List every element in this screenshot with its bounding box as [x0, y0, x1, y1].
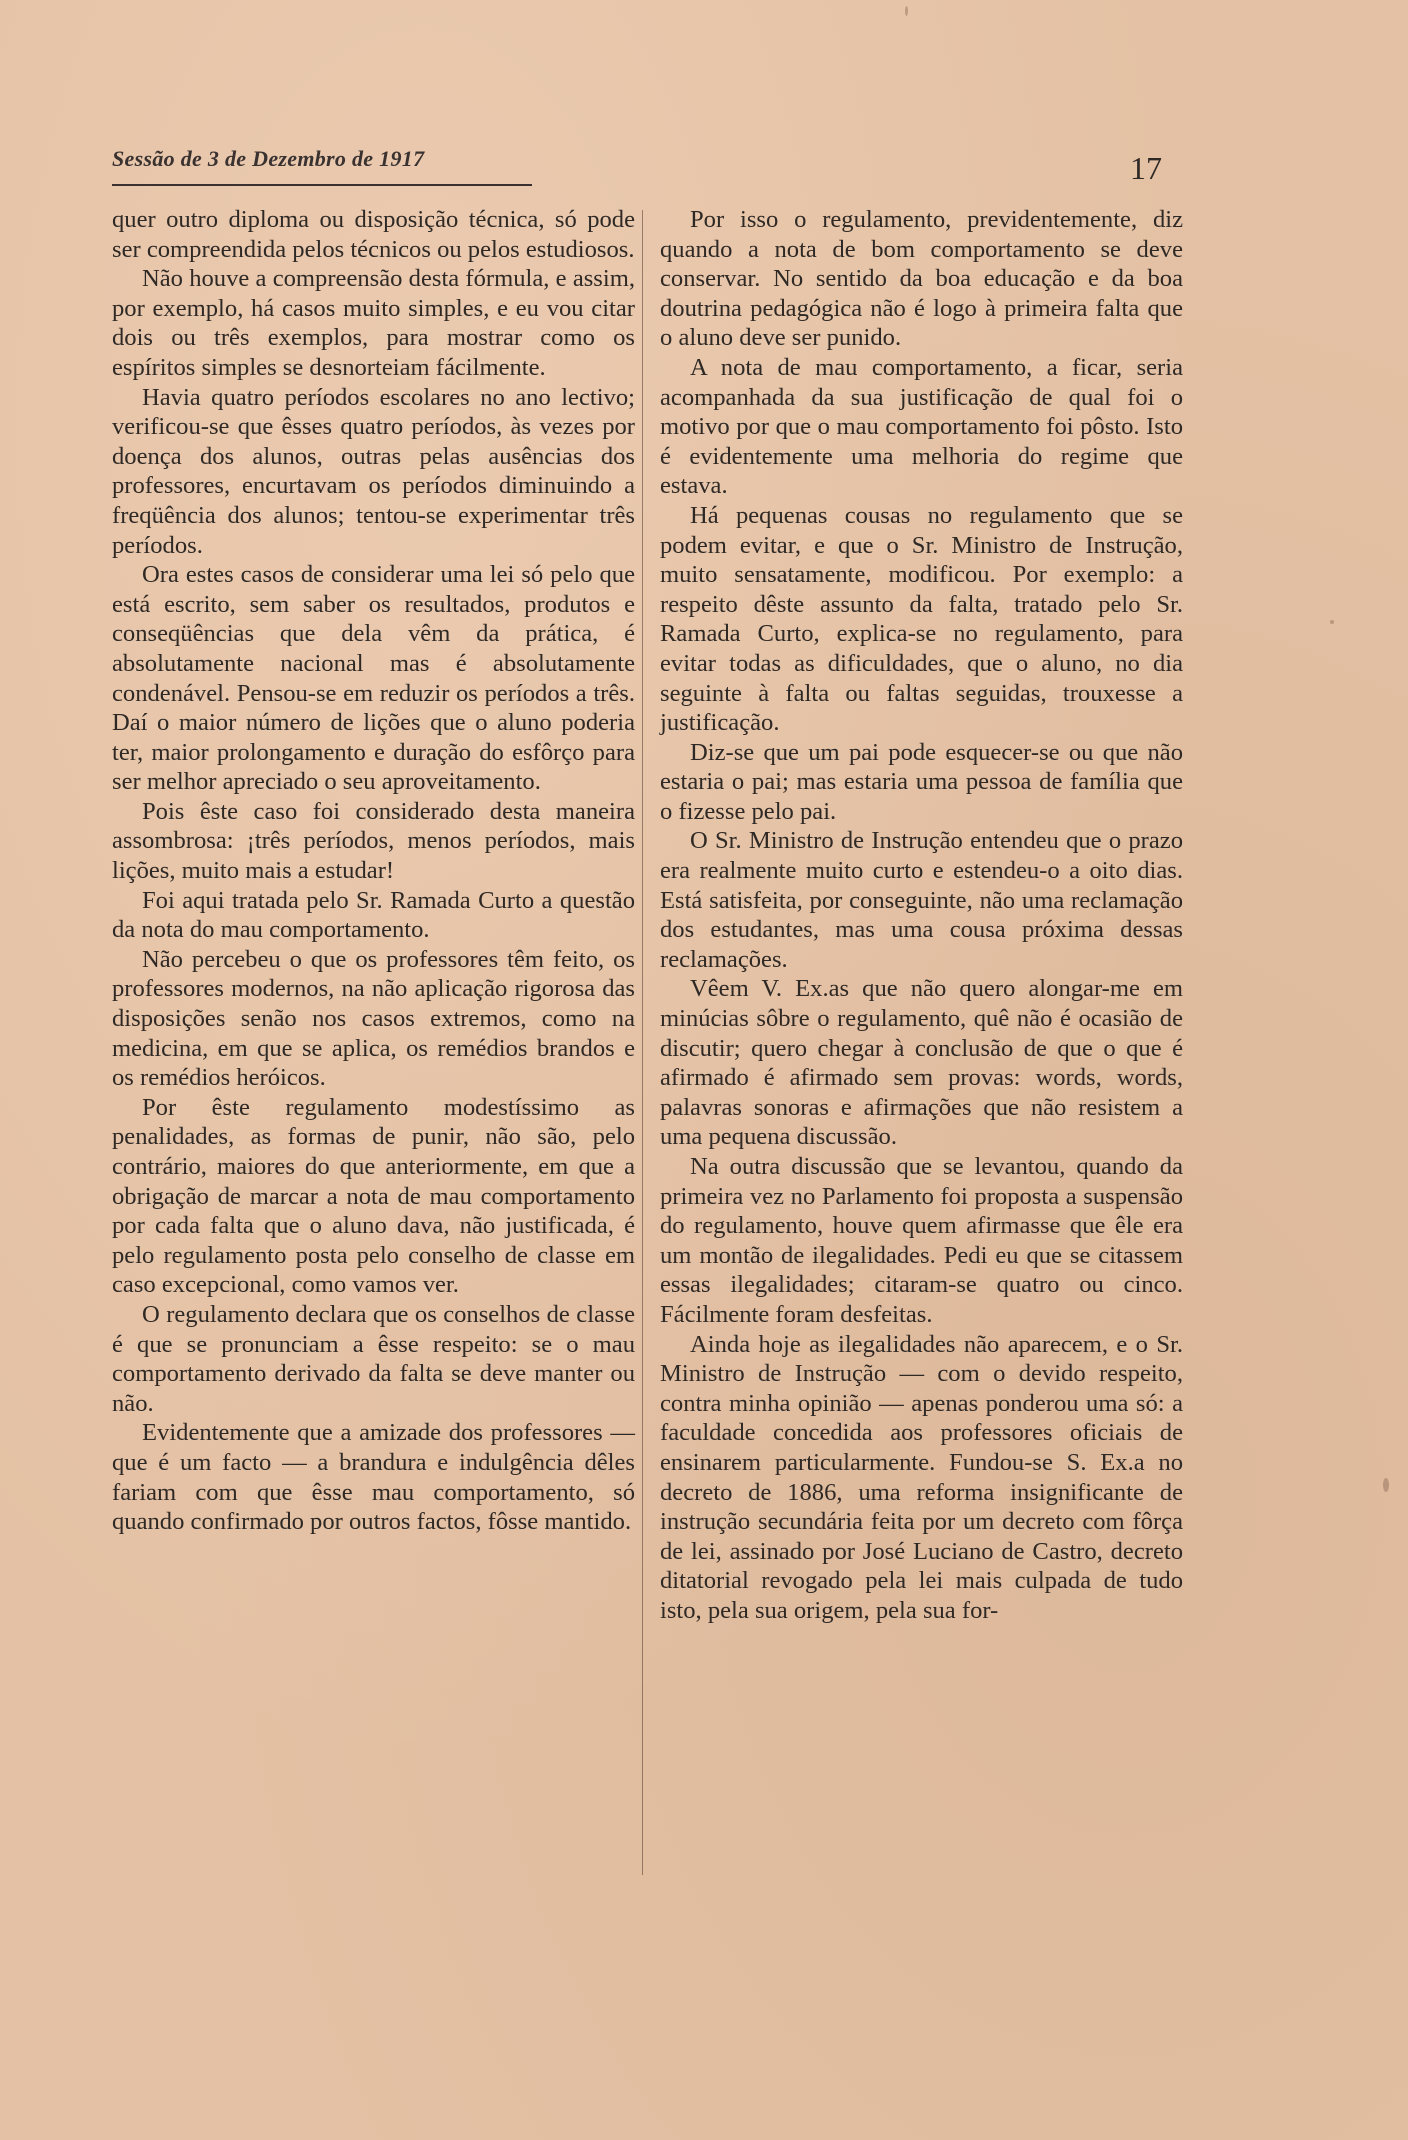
right-column: [660, 205, 1183, 1905]
paragraph: quer outro diploma ou disposição técnica, só pode ser compreendida pelos técnicos ou pelos estudiosos.: [112, 206, 635, 263]
paper-speck: [1330, 620, 1334, 624]
column-divider: [642, 210, 643, 1875]
header-rule: [112, 184, 532, 186]
paragraph: Foi aqui tratada pelo Sr. Ramada Curto a questão da nota do mau comportamento.: [112, 886, 635, 944]
paragraph: Havia quatro períodos escolares no ano lectivo; verificou-se que êsses quatro períodos, às vezes por doença dos alunos, outras pelas ausências dos professores, encurtavam os períodos diminuindo a freqüência dos alunos; tentou-se experimentar três períodos.: [112, 383, 635, 559]
paragraph: A nota de mau comportamento, a ficar, seria acompanhada da sua justificação de qual foi o motivo por que o mau comportamento foi pôsto. Isto é evidentemente uma melhoria do regime que estava.: [660, 353, 1183, 500]
paragraph: Há pequenas cousas no regulamento que se podem evitar, e que o Sr. Ministro de Instrução, muito sensatamente, modificou. Por exemplo: a respeito dêste assunto da falta, tratado pelo Sr. Ramada Curto, explica-se no regulamento, para evitar todas as dificuldades, que o aluno, no dia seguinte à falta ou faltas seguidas, trouxesse a justificação.: [660, 501, 1183, 737]
paragraph: Não houve a compreensão desta fórmula, e assim, por exemplo, há casos muito simples, e eu vou citar dois ou três exemplos, para mostrar como os espíritos simples se desnorteiam fácilmente.: [112, 265, 635, 381]
paragraph: Evidentemente que a amizade dos professores — que é um facto — a brandura e indulgência dêles fariam com que êsse mau comportamento, só quando confirmado por outros factos, fôsse mantido.: [112, 1419, 635, 1536]
paragraph: Ainda hoje as ilegalidades não aparecem, e o Sr. Ministro de Instrução — com o devido respeito, contra minha opinião — apenas ponderou uma só: a faculdade concedida aos professores oficiais de ensinarem particularmente. Fundou-se S. Ex.a no decreto de 1886, uma reforma insignificante de instrução secundária feita por um decreto com fôrça de lei, assinado por José Luciano de Castro, decreto ditatorial revogado pela lei mais culpada de tudo isto, pela sua origem, pela sua for-: [660, 1330, 1183, 1624]
paragraph: Na outra discussão que se levantou, quando da primeira vez no Parlamento foi proposta a suspensão do regulamento, houve quem afirmasse que êle era um montão de ilegalidades. Pedi eu que se citassem essas ilegalidades; citaram-se quatro ou cinco. Fácilmente foram desfeitas.: [660, 1153, 1183, 1328]
paper-speck: [1383, 1478, 1389, 1492]
paragraph: O Sr. Ministro de Instrução entendeu que o prazo era realmente muito curto e estendeu-o a oito dias. Está satisfeita, por conseguinte, não uma reclamação dos estudantes, mas uma cousa próxima dessas reclamações.: [660, 827, 1183, 973]
paper-speck: [905, 6, 908, 16]
page-number: 17: [1130, 150, 1162, 186]
paragraph: Não percebeu o que os professores têm feito, os professores modernos, na não aplicação rigorosa das disposições senão nos casos extremos, como na medicina, em que se aplica, os remédios brandos e os remédios heróicos.: [112, 945, 635, 1092]
paragraph: Por isso o regulamento, previdentemente, diz quando a nota de bom comportamento se deve conservar. No sentido da boa educação e da boa doutrina pedagógica não é logo à primeira falta que o aluno deve ser punido.: [660, 206, 1183, 352]
page-header: [112, 146, 1162, 190]
left-column: [112, 205, 635, 1905]
paragraph: Vêem V. Ex.as que não quero alongar-me em minúcias sôbre o regulamento, quê não é ocasião de discutir; quero chegar à conclusão de que o que é afirmado é afirmado sem provas: words, words, palavras sonoras e afirmações que não resistem a uma pequena discussão.: [660, 975, 1183, 1151]
running-title: Sessão de 3 de Dezembro de 1917: [112, 146, 425, 171]
paragraph: Por êste regulamento modestíssimo as penalidades, as formas de punir, não são, pelo contrário, maiores do que anteriormente, em que a obrigação de marcar a nota de mau comportamento por cada falta que o aluno dava, não justificada, é pelo regulamento posta pelo conselho de classe em caso excepcional, como vamos ver.: [112, 1093, 635, 1299]
paragraph: Ora estes casos de considerar uma lei só pelo que está escrito, sem saber os resultados, produtos e conseqüências que dela vêm da prática, é absolutamente nacional mas é absolutamente condenável. Pensou-se em reduzir os períodos a três. Daí o maior número de lições que o aluno poderia ter, maior prolongamento e duração do esfôrço para ser melhor apreciado o seu aproveitamento.: [112, 561, 635, 796]
paragraph: Pois êste caso foi considerado desta maneira assombrosa: ¡três períodos, menos períodos, mais lições, muito mais a estudar!: [112, 797, 635, 885]
paragraph: Diz-se que um pai pode esquecer-se ou que não estaria o pai; mas estaria uma pessoa de família que o fizesse pelo pai.: [660, 738, 1183, 825]
paragraph: O regulamento declara que os conselhos de classe é que se pronunciam a êsse respeito: se o mau comportamento derivado da falta se deve manter ou não.: [112, 1300, 635, 1417]
